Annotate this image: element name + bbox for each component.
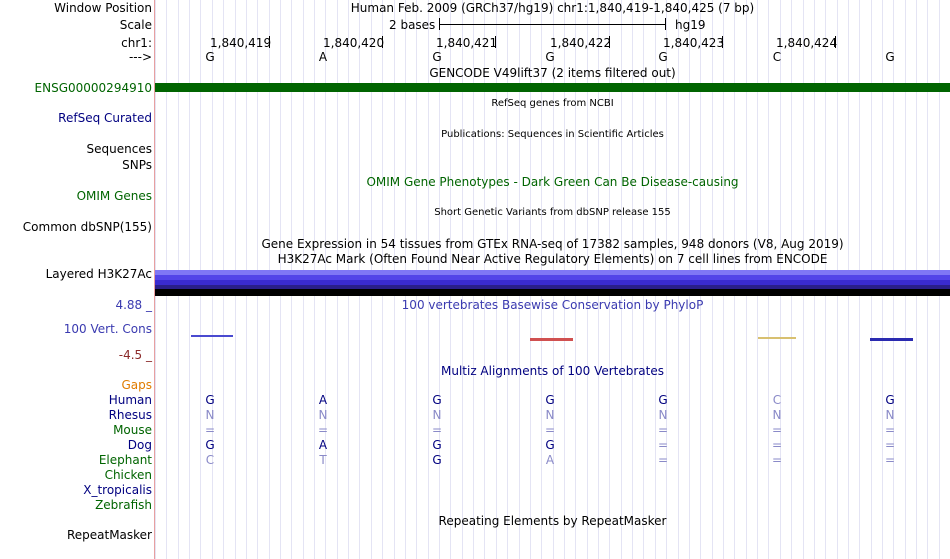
sequence-base: C <box>772 50 782 64</box>
species-label[interactable]: Elephant <box>98 453 152 467</box>
alignment-base: = <box>771 453 783 467</box>
alignment-base: = <box>317 423 329 437</box>
alignment-base: G <box>432 438 442 452</box>
alignment-base: N <box>772 408 782 422</box>
ruler-position-label: 1,840,420 <box>323 36 385 50</box>
repeatmasker-label[interactable]: RepeatMasker <box>66 528 152 542</box>
alignment-base: = <box>657 423 669 437</box>
alignment-base: A <box>318 438 328 452</box>
scale-label: Scale <box>119 18 152 32</box>
gtex-track-title: Gene Expression in 54 tissues from GTEx RNA-seq of 17382 samples, 948 donors (V8, Aug 2019) <box>261 237 844 251</box>
alignment-base: = <box>884 453 896 467</box>
cons-max-label: 4.88 _ <box>115 298 152 312</box>
snps-label[interactable]: SNPs <box>122 158 152 172</box>
alignment-base: G <box>658 393 668 407</box>
alignment-base: = <box>544 423 556 437</box>
refseq-track-title: RefSeq genes from NCBI <box>491 98 614 109</box>
alignment-base: G <box>432 453 442 467</box>
sequence-base: G <box>205 50 215 64</box>
alignment-base: N <box>432 408 442 422</box>
ruler-position-label: 1,840,421 <box>436 36 498 50</box>
dbsnp-label[interactable]: Common dbSNP(155) <box>22 220 152 234</box>
alignment-base: G <box>205 393 215 407</box>
db-name: hg19 <box>675 18 706 32</box>
ruler-position-label: 1,840,419 <box>210 36 272 50</box>
alignment-base: A <box>545 453 555 467</box>
scale-text: 2 bases <box>389 18 436 32</box>
alignment-base: = <box>431 423 443 437</box>
alignment-base: C <box>772 393 782 407</box>
alignment-base: = <box>884 438 896 452</box>
chr-label: chr1: <box>121 36 152 50</box>
multiz-track-title: Multiz Alignments of 100 Vertebrates <box>440 364 665 378</box>
species-label[interactable]: Rhesus <box>108 408 152 422</box>
alignment-base: G <box>545 438 555 452</box>
alignment-base: G <box>205 438 215 452</box>
species-label[interactable]: X_tropicalis <box>83 483 152 497</box>
alignment-base: = <box>204 423 216 437</box>
omim-track-title: OMIM Gene Phenotypes - Dark Green Can Be Disease-causing <box>366 175 739 189</box>
alignment-base: N <box>318 408 328 422</box>
assembly-position: Human Feb. 2009 (GRCh37/hg19) chr1:1,840,419-1,840,425 (7 bp) <box>350 1 755 15</box>
sequences-label[interactable]: Sequences <box>86 142 152 156</box>
alignment-base: A <box>318 393 328 407</box>
species-label[interactable]: Dog <box>127 438 152 452</box>
species-label[interactable]: Chicken <box>104 468 152 482</box>
alignment-base: = <box>657 453 669 467</box>
ruler-position-label: 1,840,424 <box>776 36 838 50</box>
alignment-base: N <box>658 408 668 422</box>
sequence-base: G <box>885 50 895 64</box>
species-label[interactable]: Human <box>108 393 152 407</box>
ruler-position-label: 1,840,423 <box>663 36 725 50</box>
sequence-base: A <box>318 50 328 64</box>
sequence-base: G <box>658 50 668 64</box>
h3k27-track-title: H3K27Ac Mark (Often Found Near Active Regulatory Elements) on 7 cell lines from ENCODE <box>277 252 828 266</box>
gencode-track-title: GENCODE V49lift37 (2 items filtered out) <box>429 66 676 80</box>
alignment-base: G <box>885 393 895 407</box>
alignment-base: T <box>319 453 327 467</box>
refseq-label[interactable]: RefSeq Curated <box>58 111 152 125</box>
gencode-gene-bar[interactable] <box>155 83 950 92</box>
alignment-base: = <box>771 438 783 452</box>
species-label[interactable]: Zebrafish <box>95 498 152 512</box>
phylop-track-title: 100 vertebrates Basewise Conservation by PhyloP <box>401 298 704 312</box>
dbsnp-track-title: Short Genetic Variants from dbSNP release 155 <box>434 207 671 218</box>
repeat-track-title: Repeating Elements by RepeatMasker <box>438 514 667 528</box>
alignment-base: = <box>657 438 669 452</box>
gene-id-label[interactable]: ENSG00000294910 <box>34 81 152 95</box>
cons-label[interactable]: 100 Vert. Cons <box>63 322 152 336</box>
omim-label[interactable]: OMIM Genes <box>76 189 152 203</box>
alignment-base: G <box>545 393 555 407</box>
alignment-base: N <box>545 408 555 422</box>
sequence-base: G <box>432 50 442 64</box>
alignment-base: = <box>884 423 896 437</box>
window-position-label: Window Position <box>54 1 152 15</box>
alignment-base: = <box>771 423 783 437</box>
alignment-base: G <box>432 393 442 407</box>
alignment-base: C <box>205 453 215 467</box>
ruler-position-label: 1,840,422 <box>550 36 612 50</box>
alignment-base: N <box>205 408 215 422</box>
species-label[interactable]: Gaps <box>121 378 152 392</box>
sequence-base: G <box>545 50 555 64</box>
strand-arrow-label[interactable]: ---> <box>128 50 152 64</box>
species-label[interactable]: Mouse <box>113 423 152 437</box>
cons-min-label: -4.5 _ <box>118 348 152 362</box>
publications-track-title: Publications: Sequences in Scientific Articles <box>441 129 664 140</box>
h3k27-label[interactable]: Layered H3K27Ac <box>45 267 152 281</box>
alignment-base: N <box>885 408 895 422</box>
